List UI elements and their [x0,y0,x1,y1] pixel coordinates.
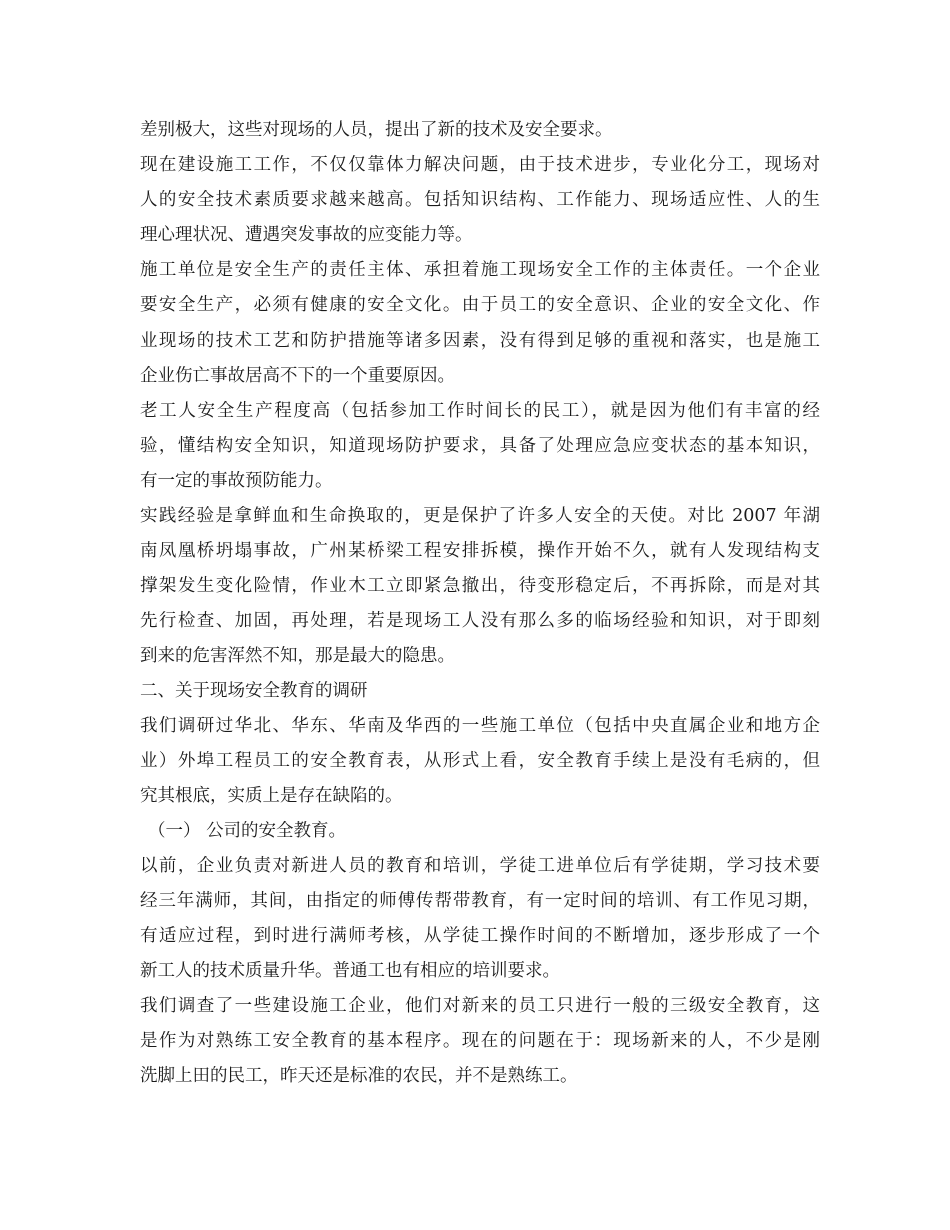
text-line: 我们调研过华北、华东、华南及华西的一些施工单位（包括中央直属企业和地方企 [140,716,820,736]
text-line: 新工人的技术质量升华。普通工也有相应的培训要求。 [140,961,560,981]
text-line: 差别极大，这些对现场的人员，提出了新的技术及安全要求。 [140,120,613,140]
subsection-heading: （一） 公司的安全教育。 [148,821,347,841]
section-heading: 二、关于现场安全教育的调研 [140,681,368,701]
text-line: 经三年满师，其间，由指定的师傅传帮带教育，有一定时间的培训、有工作见习期， [140,891,820,911]
text-line: 是作为对熟练工安全教育的基本程序。现在的问题在于：现场新来的人，不少是刚 [140,1031,820,1051]
text-line: 理心理状况、遭遇突发事故的应变能力等。 [140,225,473,245]
text-line: 现在建设施工工作，不仅仅靠体力解决问题，由于技术进步，专业化分工，现场对 [140,155,820,175]
text-line: 以前，企业负责对新进人员的教育和培训，学徒工进单位后有学徒期，学习技术要 [140,856,820,876]
text-line: 究其根底，实质上是存在缺陷的。 [140,786,403,806]
text-line: 业）外埠工程员工的安全教育表，从形式上看，安全教育手续上是没有毛病的，但 [140,751,820,771]
text-line: 企业伤亡事故居高不下的一个重要原因。 [140,366,455,386]
text-line: 南凤凰桥坍塌事故，广州某桥梁工程安排拆模，操作开始不久，就有人发现结构支 [140,541,820,561]
text-line: 实践经验是拿鲜血和生命换取的，更是保护了许多人安全的天使。对比 2007 年湖 [140,506,820,526]
text-line: 验，懂结构安全知识，知道现场防护要求，具备了处理应急应变状态的基本知识， [140,436,820,456]
text-line: 要安全生产，必须有健康的安全文化。由于员工的安全意识、企业的安全文化、作 [140,295,820,315]
text-line: 有适应过程，到时进行满师考核，从学徒工操作时间的不断增加，逐步形成了一个 [140,926,820,946]
text-line: 先行检查、加固，再处理，若是现场工人没有那么多的临场经验和知识，对于即刻 [140,611,820,631]
text-line: 施工单位是安全生产的责任主体、承担着施工现场安全工作的主体责任。一个企业 [140,260,820,280]
text-line: 人的安全技术素质要求越来越高。包括知识结构、工作能力、现场适应性、人的生 [140,190,820,210]
text-line: 洗脚上田的民工，昨天还是标准的农民，并不是熟练工。 [140,1066,578,1086]
text-line: 撑架发生变化险情，作业木工立即紧急撤出，待变形稳定后，不再拆除，而是对其 [140,576,820,596]
text-line: 老工人安全生产程度高（包括参加工作时间长的民工），就是因为他们有丰富的经 [140,401,820,421]
text-line: 有一定的事故预防能力。 [140,471,333,491]
text-line: 我们调查了一些建设施工企业，他们对新来的员工只进行一般的三级安全教育，这 [140,996,820,1016]
text-line: 到来的危害浑然不知，那是最大的隐患。 [140,646,455,666]
text-line: 业现场的技术工艺和防护措施等诸多因素，没有得到足够的重视和落实，也是施工 [140,331,820,351]
